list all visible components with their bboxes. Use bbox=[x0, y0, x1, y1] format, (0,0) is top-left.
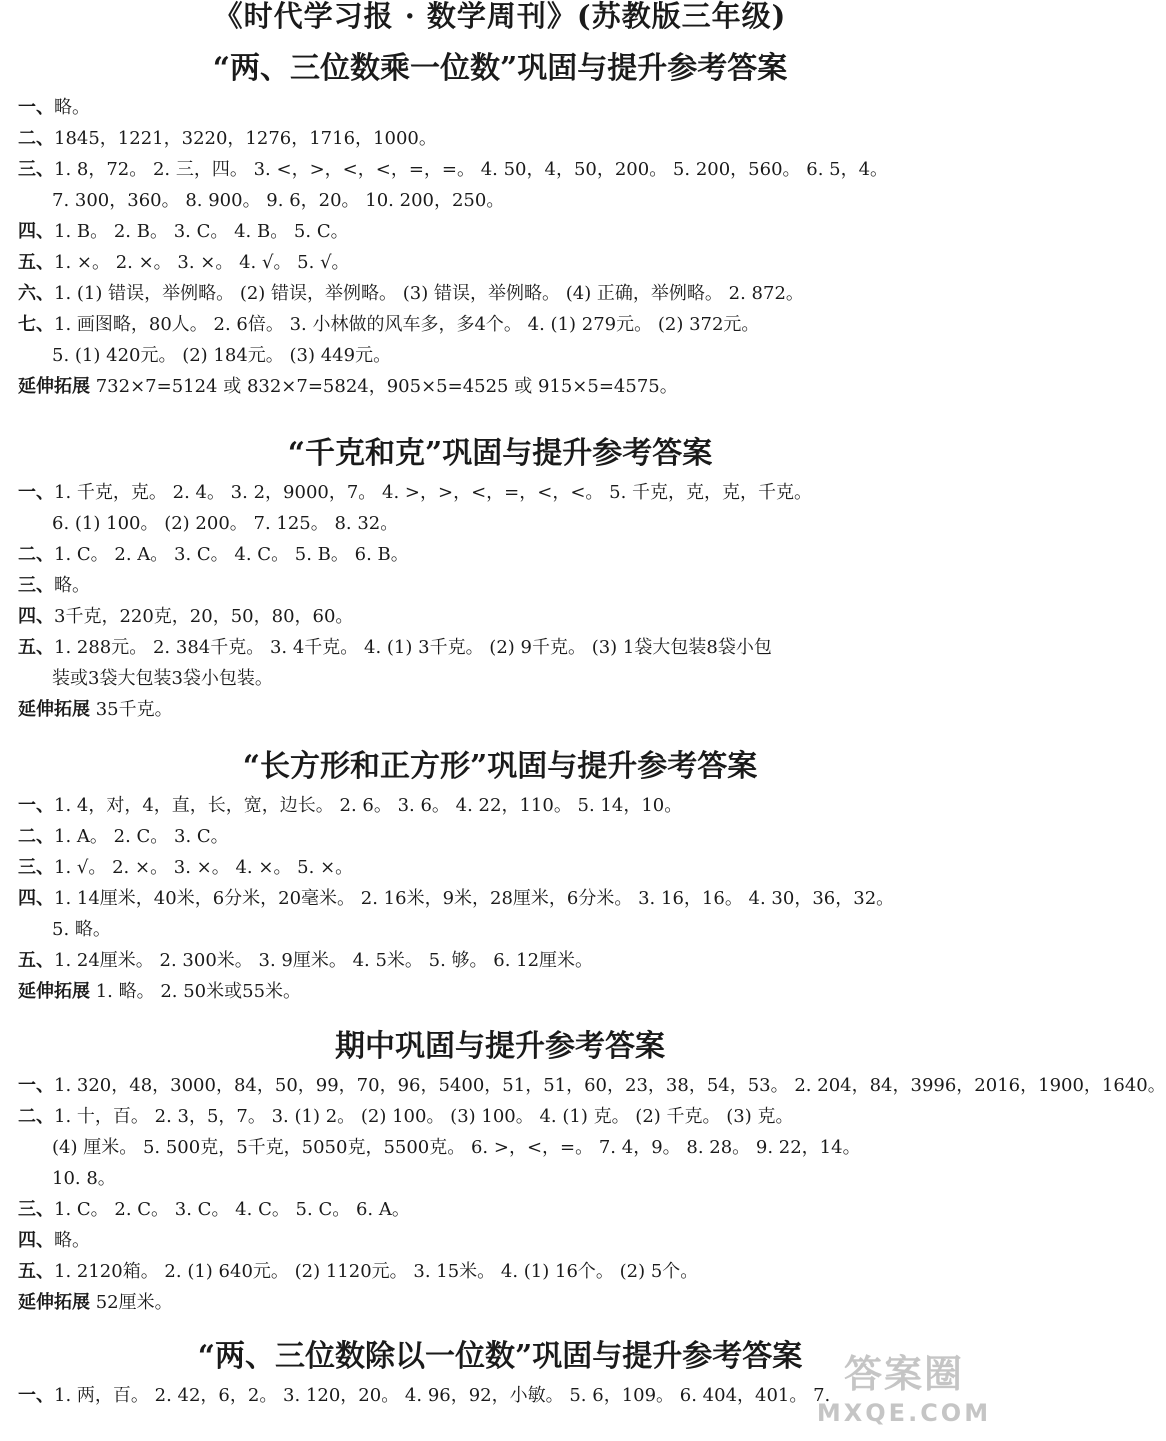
section-title: “两、三位数除以一位数”巩固与提升参考答案 bbox=[197, 1339, 803, 1374]
answer-section bbox=[0, 431, 1000, 725]
answer-text: 1. 千克，克。 2. 4。 3. 2，9000，7。 4. >，>，<，=，<，<。 5. 千克，克，克，千克。 bbox=[54, 482, 813, 503]
answer-text: 1845，1221，3220，1276，1716，1000。 bbox=[54, 128, 437, 149]
answer-line bbox=[0, 883, 1000, 914]
answer-line bbox=[0, 663, 1000, 694]
question-label: 五、 bbox=[18, 1261, 54, 1282]
question-label: 四、 bbox=[18, 1230, 54, 1251]
answer-text: 6. (1) 100。 (2) 200。 7. 125。 8. 32。 bbox=[52, 513, 399, 534]
answer-line bbox=[0, 1070, 1166, 1101]
question-label: 五、 bbox=[18, 950, 54, 971]
answer-text: 1. 略。 2. 50米或55米。 bbox=[90, 981, 302, 1002]
answer-line bbox=[0, 1194, 1000, 1225]
answer-text: 略。 bbox=[54, 97, 90, 118]
answer-text: 略。 bbox=[54, 1230, 90, 1251]
answer-text: 3千克，220克，20，50，80，60。 bbox=[54, 606, 354, 627]
answer-line bbox=[0, 216, 1000, 247]
question-label: 一、 bbox=[18, 482, 54, 503]
watermark-logo-text: 答案圈 bbox=[843, 1352, 964, 1396]
answer-text: 5. (1) 420元。 (2) 184元。 (3) 449元。 bbox=[52, 345, 392, 366]
answer-line bbox=[0, 1256, 1000, 1287]
answer-line bbox=[0, 852, 1000, 883]
question-label: 四、 bbox=[18, 221, 54, 242]
answer-text: 1. B。 2. B。 3. C。 4. B。 5. C。 bbox=[54, 221, 349, 242]
answer-text: 略。 bbox=[54, 575, 90, 596]
question-label: 五、 bbox=[18, 252, 54, 273]
answer-line bbox=[0, 945, 1000, 976]
answer-text: 7. 300，360。 8. 900。 9. 6，20。 10. 200，250。 bbox=[52, 190, 505, 211]
question-label: 一、 bbox=[18, 1075, 54, 1096]
watermark-url: MXQE.COM bbox=[816, 1399, 992, 1427]
answer-line bbox=[0, 309, 1000, 340]
question-label: 五、 bbox=[18, 637, 54, 658]
answer-line bbox=[0, 278, 1000, 309]
answer-text: 732×7=5124 或 832×7=5824，905×5=4525 或 915×5=4575。 bbox=[90, 376, 678, 397]
answer-section bbox=[0, 46, 1000, 402]
answer-line bbox=[0, 371, 1000, 402]
answer-text: 5. 略。 bbox=[52, 919, 111, 940]
answer-text: 35千克。 bbox=[90, 699, 173, 720]
answer-text: 1. 2120箱。 2. (1) 640元。 (2) 1120元。 3. 15米。 4. (1) 16个。 (2) 5个。 bbox=[54, 1261, 699, 1282]
answer-line bbox=[0, 914, 1000, 945]
answer-line bbox=[0, 821, 1000, 852]
section-title: 期中巩固与提升参考答案 bbox=[335, 1029, 665, 1064]
answer-line bbox=[0, 1101, 1000, 1132]
answer-line bbox=[0, 601, 1000, 632]
answer-text: 装或3袋大包装3袋小包装。 bbox=[52, 668, 273, 689]
answer-line bbox=[0, 185, 1000, 216]
question-label: 二、 bbox=[18, 1106, 54, 1127]
document-title: 《时代学习报 · 数学周刊》(苏教版三年级) bbox=[213, 0, 787, 33]
question-label: 延伸拓展 bbox=[18, 699, 90, 720]
answer-text: 1. C。 2. A。 3. C。 4. C。 5. B。 6. B。 bbox=[54, 544, 409, 565]
question-label: 四、 bbox=[18, 888, 54, 909]
answer-text: 1. 288元。 2. 384千克。 3. 4千克。 4. (1) 3千克。 (2) 9千克。 (3) 1袋大包装8袋小包 bbox=[54, 637, 772, 658]
answer-text: 1. 320，48，3000，84，50，99，70，96，5400，51，51，60，23，38，54，53。 2. 204，84，3996，2016，1900，1640。 bbox=[54, 1075, 1166, 1096]
answer-line bbox=[0, 694, 1000, 725]
question-label: 二、 bbox=[18, 128, 54, 149]
answer-line bbox=[0, 154, 1000, 185]
answer-text: 1. 24厘米。 2. 300米。 3. 9厘米。 4. 5米。 5. 够。 6. 12厘米。 bbox=[54, 950, 594, 971]
answer-line bbox=[0, 539, 1000, 570]
answer-text: 1. 14厘米，40米，6分米，20毫米。 2. 16米，9米，28厘米，6分米。 3. 16，16。 4. 30，36，32。 bbox=[54, 888, 895, 909]
section-title: “千克和克”巩固与提升参考答案 bbox=[287, 436, 713, 471]
question-label: 延伸拓展 bbox=[18, 1292, 90, 1313]
question-label: 四、 bbox=[18, 606, 54, 627]
question-label: 二、 bbox=[18, 826, 54, 847]
answer-line bbox=[0, 92, 1000, 123]
answer-text: 1. 4，对，4，直，长，宽，边长。 2. 6。 3. 6。 4. 22，110。 5. 14，10。 bbox=[54, 795, 683, 816]
answer-section bbox=[0, 744, 1000, 1007]
question-label: 一、 bbox=[18, 1385, 54, 1406]
question-label: 一、 bbox=[18, 795, 54, 816]
question-label: 三、 bbox=[18, 1199, 54, 1220]
answer-line bbox=[0, 1163, 1000, 1194]
answer-text: 1. 两，百。 2. 42，6，2。 3. 120，20。 4. 96，92，小敏。 5. 6，109。 6. 404，401。 7. bbox=[54, 1385, 831, 1406]
answer-line bbox=[0, 340, 1000, 371]
answer-line bbox=[0, 477, 1000, 508]
question-label: 三、 bbox=[18, 857, 54, 878]
answer-line bbox=[0, 1225, 1000, 1256]
answer-line bbox=[0, 976, 1000, 1007]
answer-line bbox=[0, 570, 1000, 601]
answer-text: 1. 画图略，80人。 2. 6倍。 3. 小林做的风车多，多4个。 4. (1) 279元。 (2) 372元。 bbox=[54, 314, 760, 335]
question-label: 六、 bbox=[18, 283, 54, 304]
question-label: 延伸拓展 bbox=[18, 981, 90, 1002]
question-label: 延伸拓展 bbox=[18, 376, 90, 397]
question-label: 二、 bbox=[18, 544, 54, 565]
answer-line bbox=[0, 632, 1000, 663]
answer-line bbox=[0, 1132, 1000, 1163]
question-label: 一、 bbox=[18, 97, 54, 118]
site-watermark bbox=[814, 1350, 994, 1440]
answer-text: 1. A。 2. C。 3. C。 bbox=[54, 826, 229, 847]
answer-line bbox=[0, 1287, 1000, 1318]
question-label: 三、 bbox=[18, 575, 54, 596]
answer-text: 10. 8。 bbox=[52, 1168, 116, 1189]
answer-text: 1. (1) 错误，举例略。 (2) 错误，举例略。 (3) 错误，举例略。 (4) 正确，举例略。 2. 872。 bbox=[54, 283, 804, 304]
answer-text: 1. √。 2. ×。 3. ×。 4. ×。 5. ×。 bbox=[54, 857, 354, 878]
answer-line bbox=[0, 247, 1000, 278]
answer-text: 1. 十，百。 2. 3，5，7。 3. (1) 2。 (2) 100。 (3) 100。 4. (1) 克。 (2) 千克。 (3) 克。 bbox=[54, 1106, 794, 1127]
question-label: 三、 bbox=[18, 159, 54, 180]
answer-text: 52厘米。 bbox=[90, 1292, 173, 1313]
question-label: 七、 bbox=[18, 314, 54, 335]
answer-text: 1. C。 2. C。 3. C。 4. C。 5. C。 6. A。 bbox=[54, 1199, 410, 1220]
answer-line bbox=[0, 508, 1000, 539]
section-title: “长方形和正方形”巩固与提升参考答案 bbox=[242, 749, 758, 784]
answer-line bbox=[0, 123, 1000, 154]
answer-line bbox=[0, 790, 1000, 821]
answer-section bbox=[0, 1024, 1166, 1318]
section-title: “两、三位数乘一位数”巩固与提升参考答案 bbox=[212, 51, 788, 86]
answer-text: 1. ×。 2. ×。 3. ×。 4. √。 5. √。 bbox=[54, 252, 350, 273]
answer-text: 1. 8，72。 2. 三，四。 3. <，>，<，<，=，=。 4. 50，4，50，200。 5. 200，560。 6. 5，4。 bbox=[54, 159, 889, 180]
answer-text: (4) 厘米。 5. 500克，5千克，5050克，5500克。 6. >，<，=。 7. 4，9。 8. 28。 9. 22，14。 bbox=[52, 1137, 861, 1158]
